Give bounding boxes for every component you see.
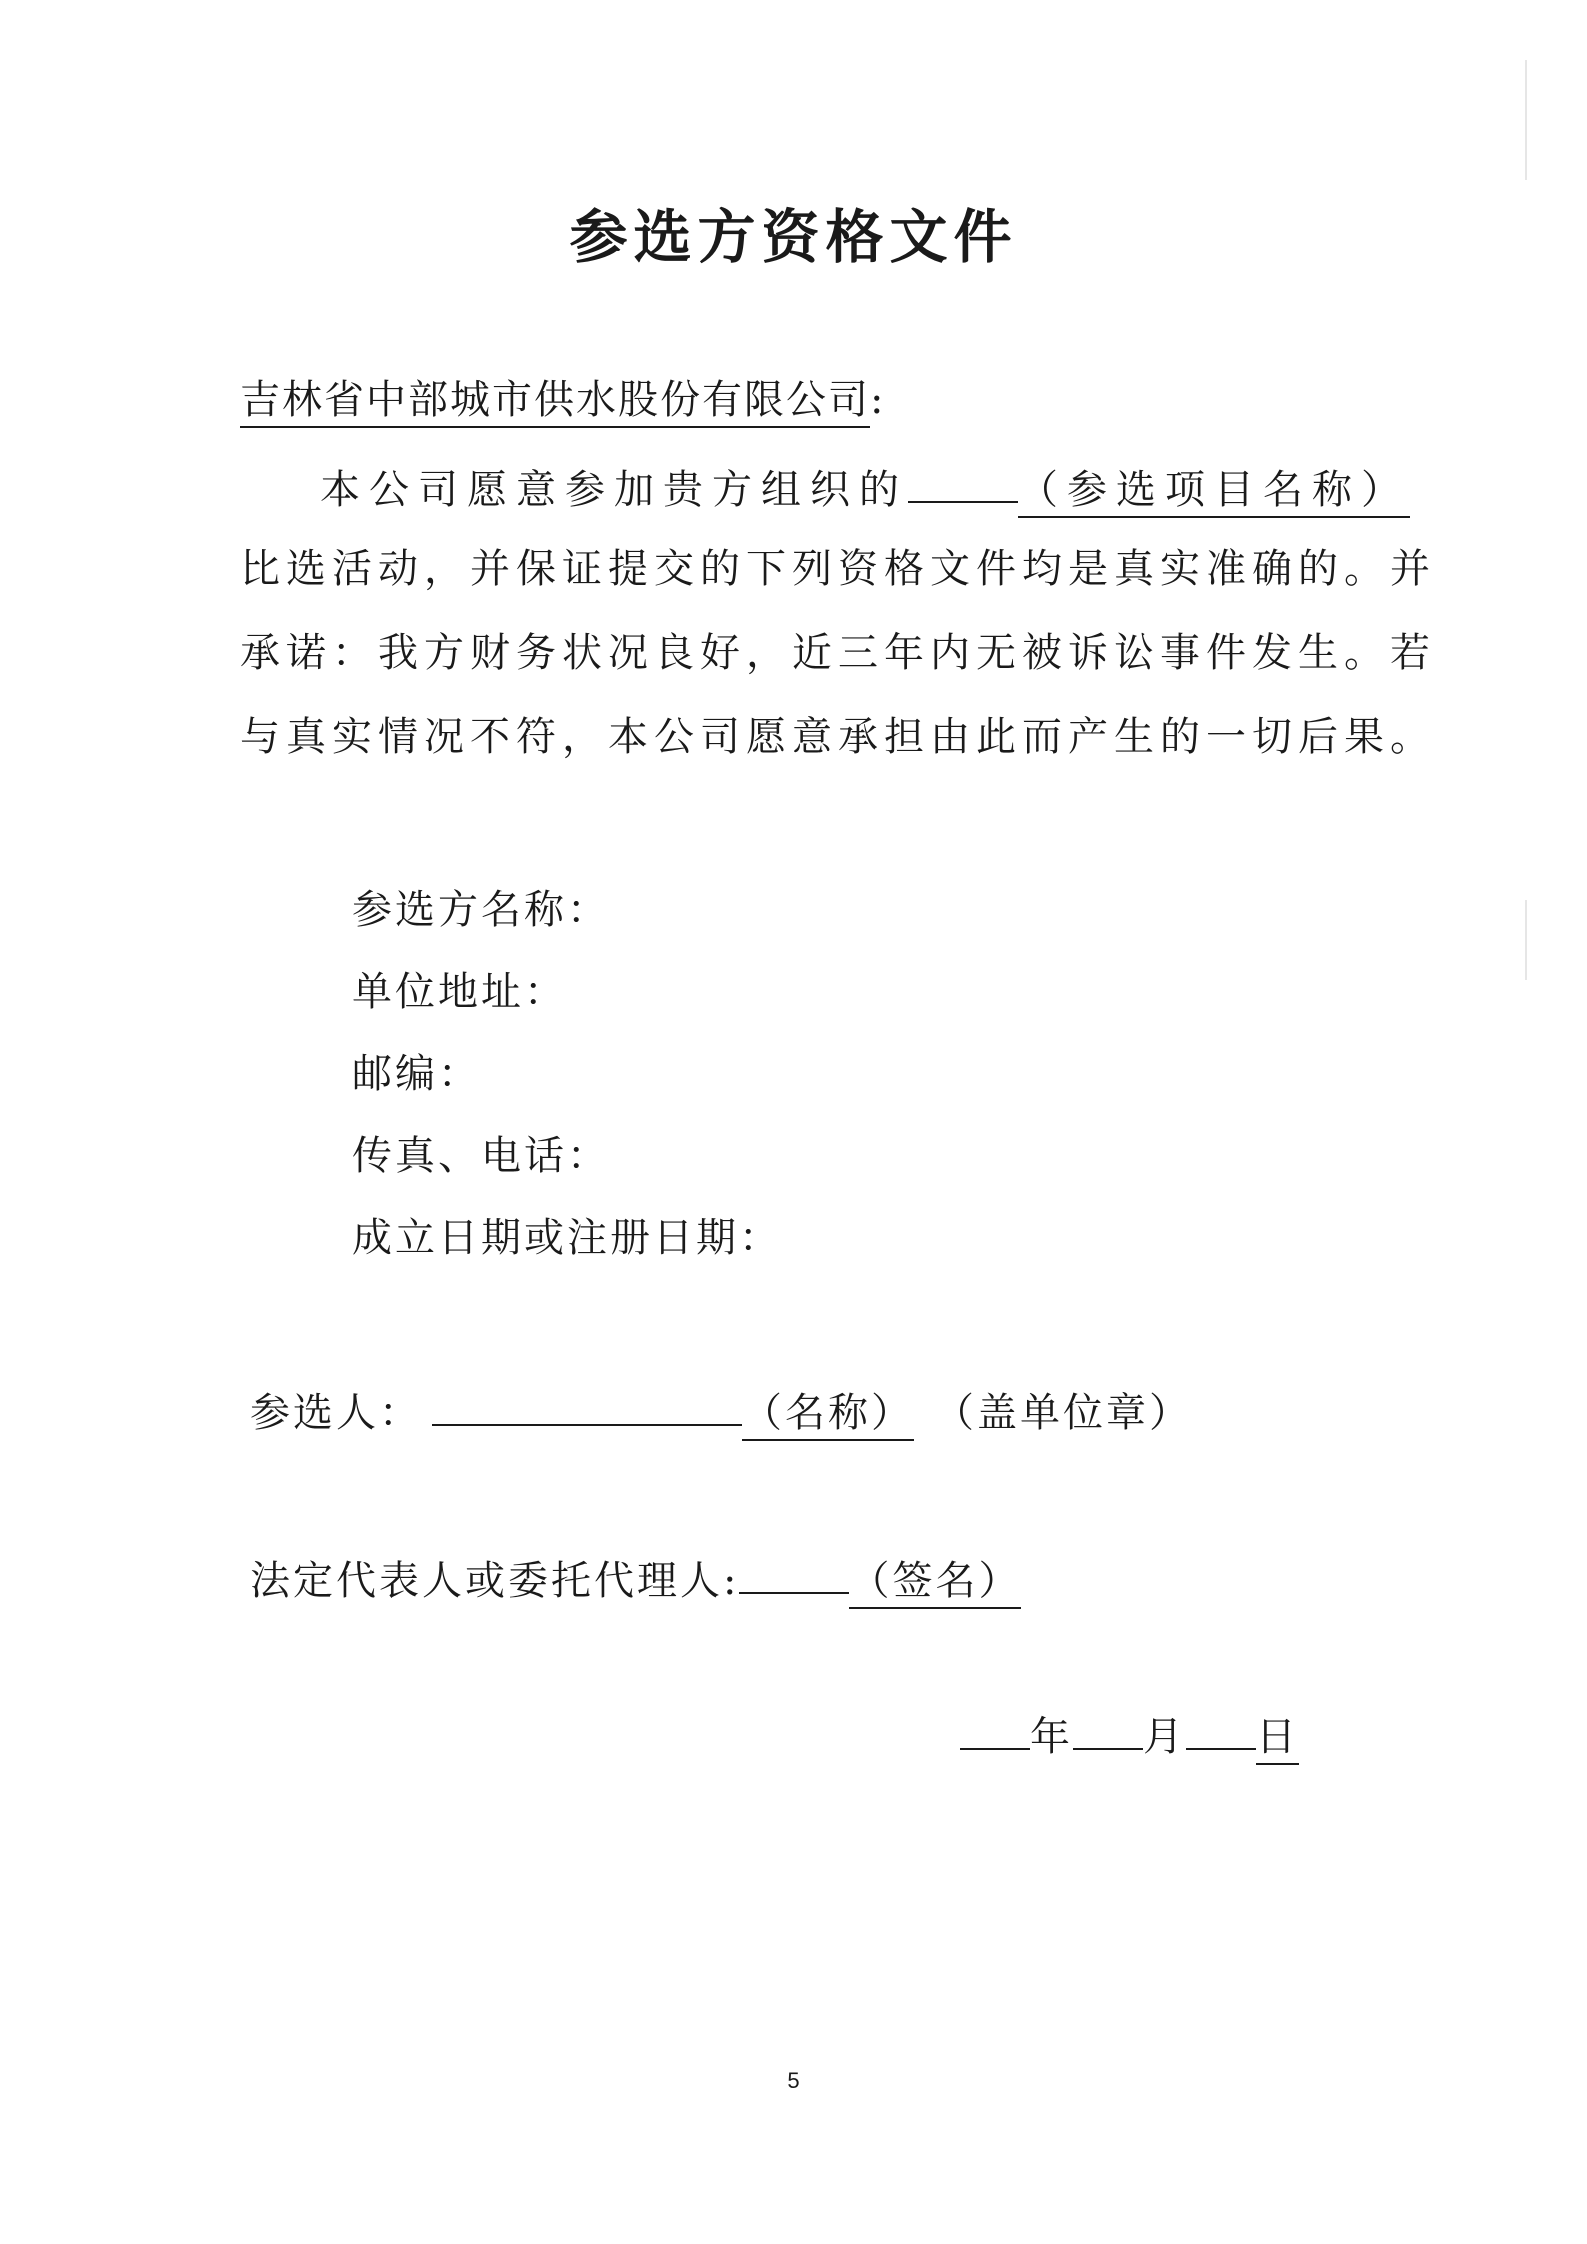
paragraph-line-4: 与真实情况不符，本公司愿意承担由此而产生的一切后果。 xyxy=(240,714,1436,760)
document-title: 参选方资格文件 xyxy=(569,203,1018,271)
applicant-seal-hint: （盖单位章） xyxy=(934,1390,1192,1436)
year-blank xyxy=(960,1702,1030,1750)
field-address: 单位地址： xyxy=(352,969,567,1015)
month-blank xyxy=(1073,1702,1143,1750)
applicant-name-blank xyxy=(432,1378,742,1426)
paragraph-line-1 xyxy=(320,455,1410,520)
project-name-hint: （参选项目名称） xyxy=(1018,464,1410,518)
date-line xyxy=(960,1702,1299,1767)
year-label: 年 xyxy=(1030,1714,1073,1760)
applicant-label: 参选人： xyxy=(250,1390,422,1436)
month-label: 月 xyxy=(1143,1714,1186,1760)
paragraph-line-1-prefix: 本公司愿意参加贵方组织的 xyxy=(320,467,908,513)
field-participant-name: 参选方名称： xyxy=(352,887,610,933)
paragraph-line-3: 承诺：我方财务状况良好，近三年内无被诉讼事件发生。若 xyxy=(240,630,1436,676)
legal-rep-line xyxy=(250,1546,1021,1611)
signature-blank xyxy=(739,1546,849,1594)
field-postcode: 邮编： xyxy=(352,1051,481,1097)
addressee-colon: : xyxy=(870,377,886,423)
addressee-line xyxy=(240,370,885,430)
addressee-name: 吉林省中部城市供水股份有限公司 xyxy=(240,374,870,428)
applicant-name-hint: （名称） xyxy=(742,1387,914,1441)
page-number: 5 xyxy=(787,2068,800,2093)
project-name-blank xyxy=(908,455,1018,503)
paragraph-line-2: 比选活动，并保证提交的下列资格文件均是真实准确的。并 xyxy=(240,546,1436,592)
signature-hint: （签名） xyxy=(849,1555,1021,1609)
field-fax-phone: 传真、电话： xyxy=(352,1133,610,1179)
scan-edge-mark xyxy=(1525,900,1527,980)
legal-rep-label: 法定代表人或委托代理人: xyxy=(250,1558,740,1604)
applicant-line xyxy=(250,1378,1192,1443)
scan-edge-mark xyxy=(1525,60,1527,180)
day-label: 日 xyxy=(1256,1711,1299,1765)
field-establishment-date: 成立日期或注册日期： xyxy=(352,1215,782,1261)
day-blank xyxy=(1186,1702,1256,1750)
